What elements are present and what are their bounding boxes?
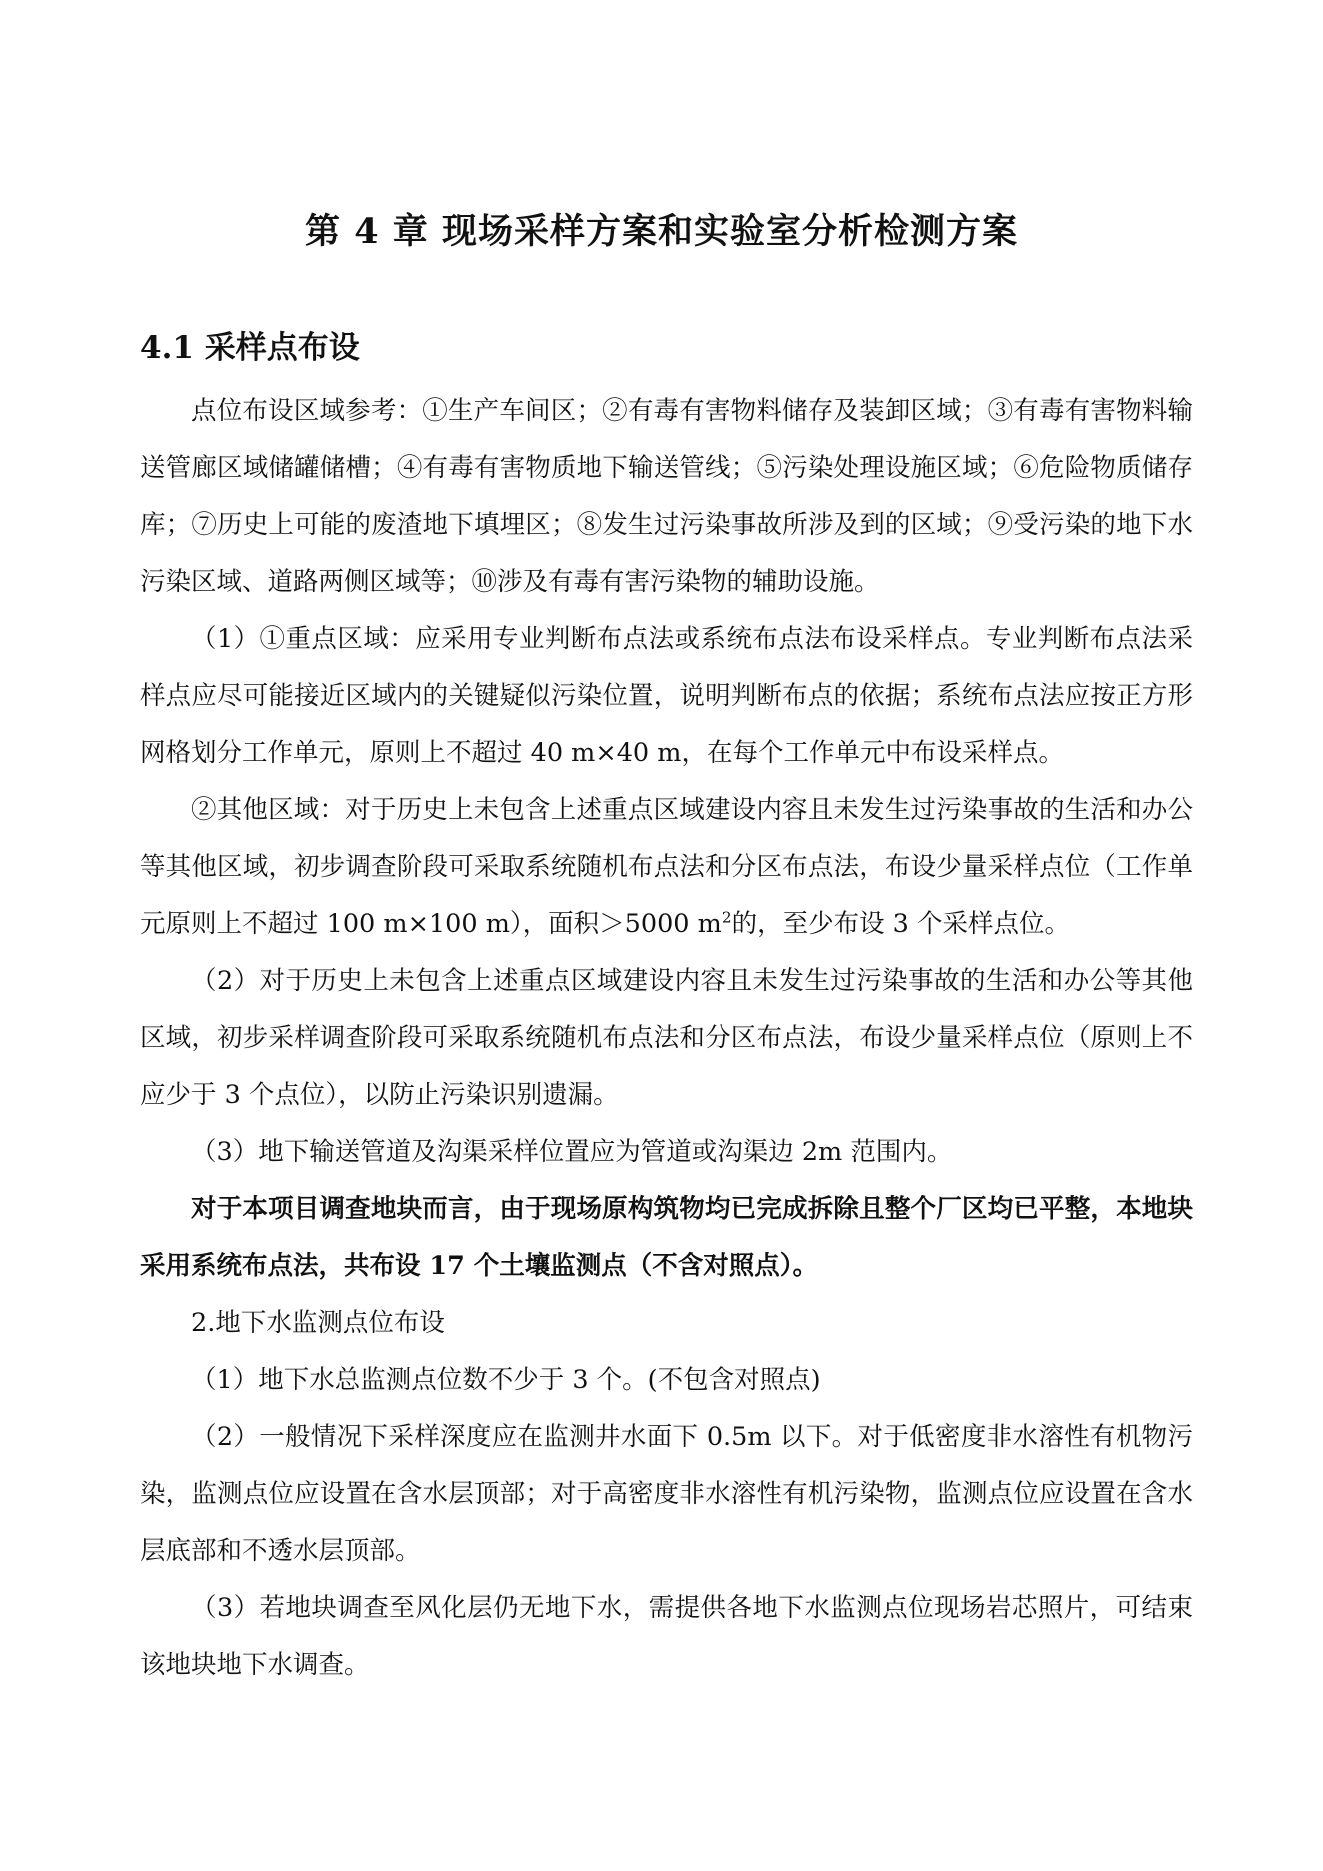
document-body [140,383,1193,1694]
paragraph-groundwater-depth: （2）一般情况下采样深度应在监测井水面下 0.5m 以下。对于低密度非水溶性有机物污染，监测点位应设置在含水层顶部；对于高密度非水溶性有机污染物，监测点位应设置在含水层底部和不透水层顶部。 [140,1422,1193,1566]
paragraph-groundwater-heading: 2.地下水监测点位布设 [191,1308,445,1338]
paragraph-project-summary: 对于本项目调查地块而言，由于现场原构筑物均已完成拆除且整个厂区均已平整，本地块采用系统布点法，共布设 17 个土壤监测点（不含对照点）。 [140,1194,1193,1281]
section-heading: 4.1 采样点布设 [140,330,360,366]
area-unit-superscript: 2 [721,908,732,927]
paragraph-other-areas-part1: ②其他区域：对于历史上未包含上述重点区域建设内容且未发生过污染事故的生活和办公等其他区域，初步调查阶段可采取系统随机布点法和分区布点法，布设少量采样点位（工作单元原则上不超过 100 m×100 m），面积＞5000 m [140,795,1193,939]
paragraph-other-areas [140,782,1193,953]
paragraph-other-areas-initial: （2）对于历史上未包含上述重点区域建设内容且未发生过污染事故的生活和办公等其他区域，初步采样调查阶段可采取系统随机布点法和分区布点法，布设少量采样点位（原则上不应少于 3 个点位），以防止污染识别遗漏。 [140,966,1193,1110]
paragraph-other-areas-part2: 的，至少布设 3 个采样点位。 [731,909,1070,939]
paragraph-groundwater-count: （1）地下水总监测点位数不少于 3 个。(不包含对照点) [191,1365,821,1395]
paragraph-pipeline-sampling: （3）地下输送管道及沟渠采样位置应为管道或沟渠边 2m 范围内。 [191,1137,953,1167]
paragraph-sampling-areas: 点位布设区域参考：①生产车间区；②有毒有害物料储存及装卸区域；③有毒有害物料输送管廊区域储罐储槽；④有毒有害物质地下输送管线；⑤污染处理设施区域；⑥危险物质储存库；⑦历史上可能的废渣地下填埋区；⑧发生过污染事故所涉及到的区域；⑨受污染的地下水污染区域、道路两侧区域等；⑩涉及有毒有害污染物的辅助设施。 [140,396,1193,597]
paragraph-groundwater-weathered: （3）若地块调查至风化层仍无地下水，需提供各地下水监测点位现场岩芯照片，可结束该地块地下水调查。 [140,1593,1193,1680]
paragraph-key-areas: （1）①重点区域：应采用专业判断布点法或系统布点法布设采样点。专业判断布点法采样点应尽可能接近区域内的关键疑似污染位置，说明判断布点的依据；系统布点法应按正方形网格划分工作单元，原则上不超过 40 m×40 m，在每个工作单元中布设采样点。 [140,624,1193,768]
chapter-title: 第 4 章 现场采样方案和实验室分析检测方案 [305,211,1018,252]
